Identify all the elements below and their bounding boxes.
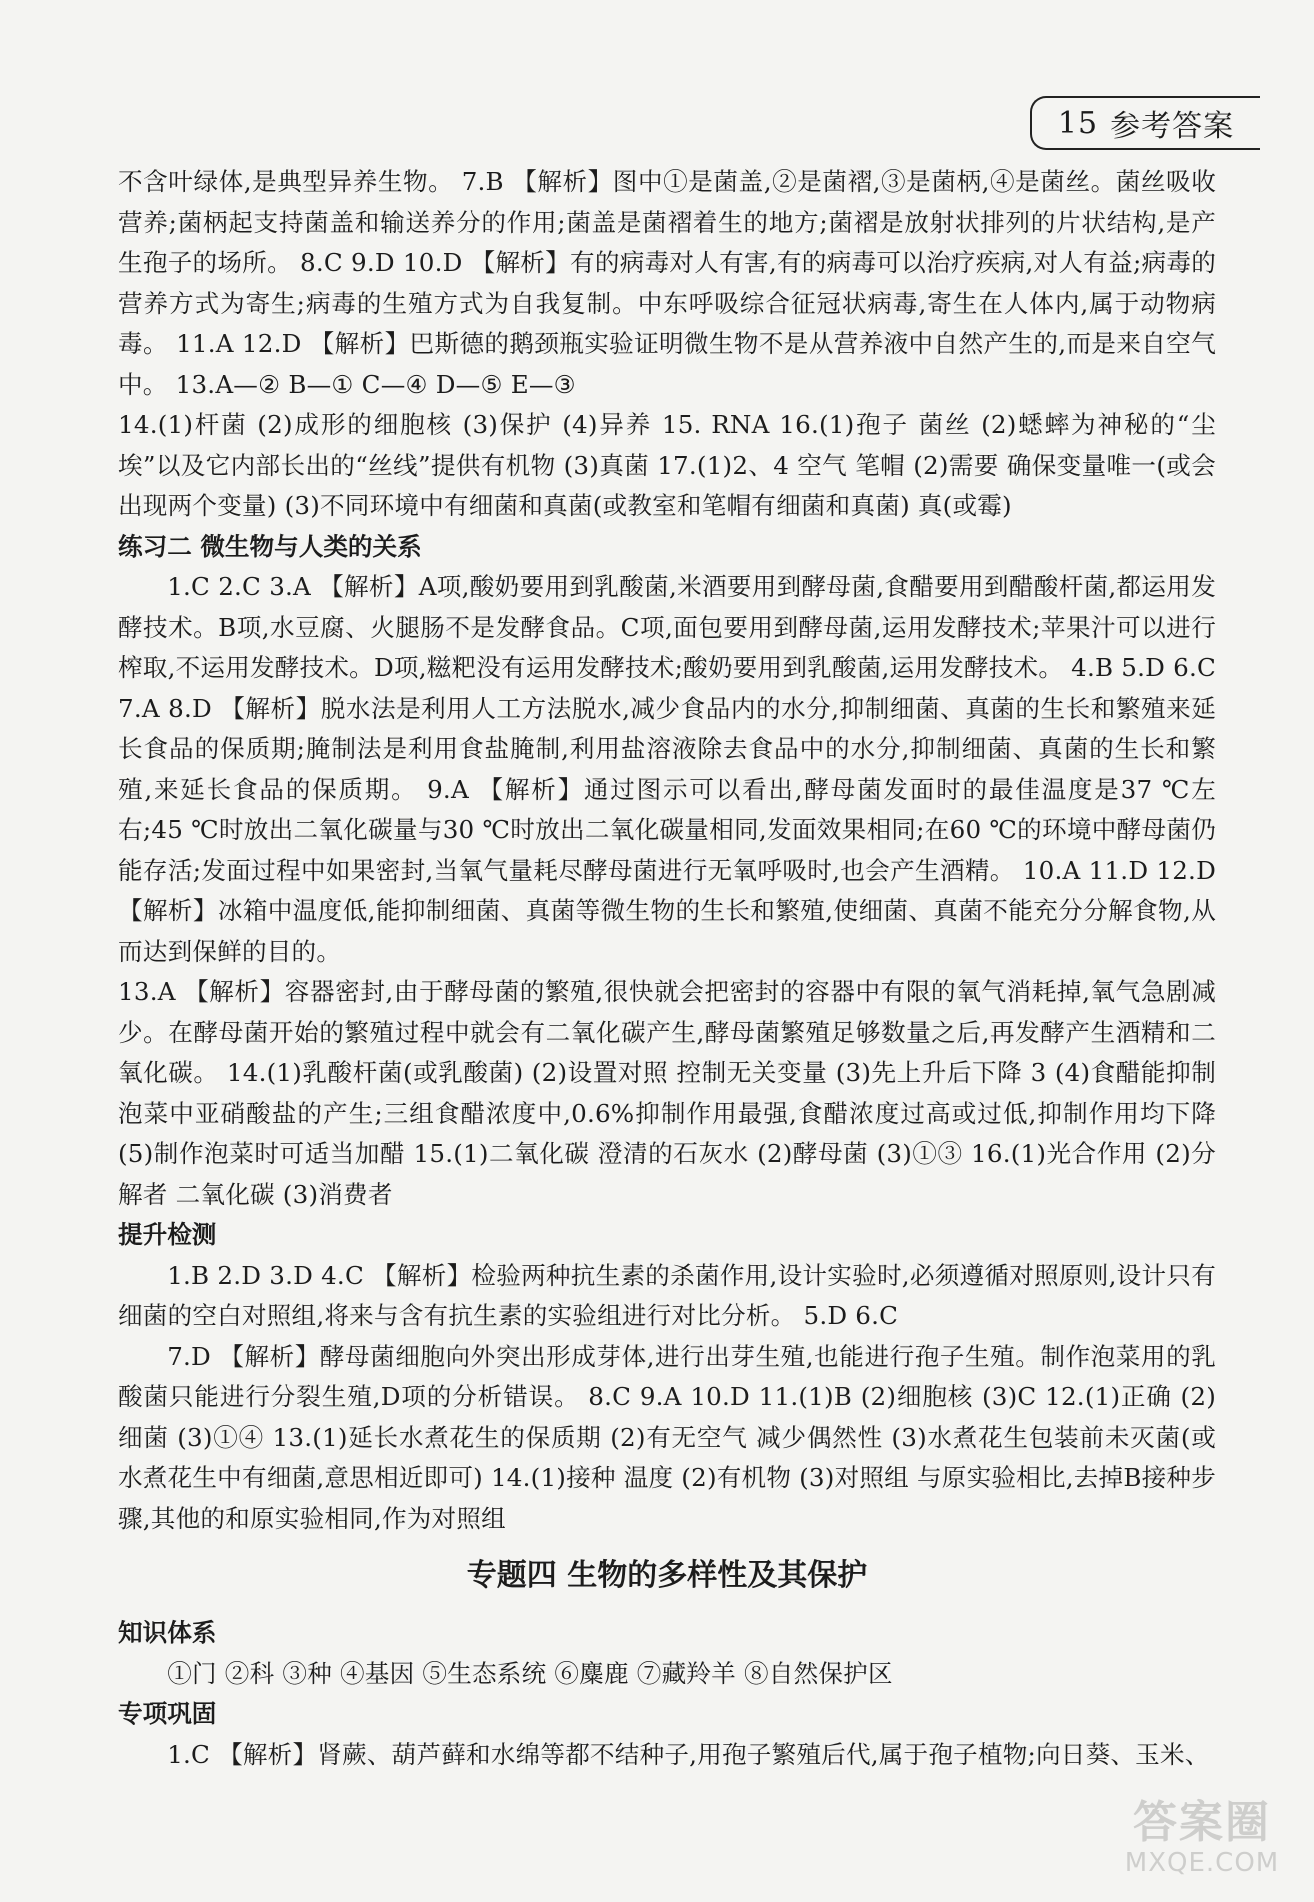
answer-paragraph: 1.C 【解析】肾蕨、葫芦藓和水绵等都不结种子,用孢子繁殖后代,属于孢子植物;向日葵、玉米、 [167,1739,1210,1769]
watermark-logo [1118,1798,1286,1884]
answer-paragraph: 7.D 【解析】酵母菌细胞向外突出形成芽体,进行出芽生殖,也能进行孢子生殖。制作泡菜用的乳酸菌只能进行分裂生殖,D项的分析错误。 8.C 9.A 10.D 11.(1)B (2)细胞核 (3)C 12.(1)正确 (2)细菌 (3)①④ 13.(1)延长水煮花生的保质期 (2)有无空气 减少偶然性 (3)水煮花生包装前未灭菌(或水煮花生中有细菌,意思相近即可) 14.(1)接种 温度 (2)有机物 (3)对照组 与原实验相比,去掉B接种步骤,其他的和原实验相同,作为对照组 [118,1341,1216,1533]
answer-paragraph: ①门 ②科 ③种 ④基因 ⑤生态系统 ⑥麋鹿 ⑦藏羚羊 ⑧自然保护区 [167,1658,893,1688]
header-title: 参考答案 [1110,109,1235,144]
answer-paragraph: 不含叶绿体,是典型异养生物。 7.B 【解析】图中①是菌盖,②是菌褶,③是菌柄,④是菌丝。菌丝吸收营养;菌柄起支持菌盖和输送养分的作用;菌盖是菌褶着生的地方;菌褶是放射状排列的片状结构,是产生孢子的场所。 8.C 9.D 10.D 【解析】有的病毒对人有害,有的病毒可以治疗疾病,对人有益;病毒的营养方式为寄生;病毒的生殖方式为自我复制。中东呼吸综合征冠状病毒,寄生在人体内,属于动物病毒。 11.A 12.D 【解析】巴斯德的鹅颈瓶实验证明微生物不是从营养液中自然产生的,而是来自空气中。 13.A—② B—① C—④ D—⑤ E—③ [118,167,1216,399]
answer-paragraph: 13.A 【解析】容器密封,由于酵母菌的繁殖,很快就会把密封的容器中有限的氧气消耗掉,氧气急剧减少。在酵母菌开始的繁殖过程中就会有二氧化碳产生,酵母菌繁殖足够数量之后,再发酵产生酒精和二氧化碳。 14.(1)乳酸杆菌(或乳酸菌) (2)设置对照 控制无关变量 (3)先上升后下降 3 (4)食醋能抑制泡菜中亚硝酸盐的产生;三组食醋浓度中,0.6%抑制作用最强,食醋浓度过高或过低,抑制作用均下降 (5)制作泡菜时可适当加醋 15.(1)二氧化碳 澄清的石灰水 (2)酵母菌 (3)①③ 16.(1)光合作用 (2)分解者 二氧化碳 (3)消费者 [118,977,1216,1209]
section-heading: 专项巩固 [118,1699,217,1728]
section-heading: 知识体系 [118,1618,217,1647]
topic-title: 专题四 生物的多样性及其保护 [466,1558,868,1593]
page-header [1030,96,1260,150]
section-heading: 练习二 微生物与人类的关系 [118,531,422,561]
answer-paragraph: 1.C 2.C 3.A 【解析】A项,酸奶要用到乳酸菌,米酒要用到酵母菌,食醋要用到醋酸杆菌,都运用发酵技术。B项,水豆腐、火腿肠不是发酵食品。C项,面包要用到酵母菌,运用发酵技术;苹果汁可以进行榨取,不运用发酵技术。D项,糍粑没有运用发酵技术;酸奶要用到乳酸菌,运用发酵技术。 4.B 5.D 6.C 7.A 8.D 【解析】脱水法是利用人工方法脱水,减少食品内的水分,抑制细菌、真菌的生长和繁殖来延长食品的保质期;腌制法是利用食盐腌制,利用盐溶液除去食品中的水分,抑制细菌、真菌的生长和繁殖,来延长食品的保质期。 9.A 【解析】通过图示可以看出,酵母菌发面时的最佳温度是37 ℃左右;45 ℃时放出二氧化碳量与30 ℃时放出二氧化碳量相同,发面效果相同;在60 ℃的环境中酵母菌仍能存活;发面过程中如果密封,当氧气量耗尽酵母菌进行无氧呼吸时,也会产生酒精。 10.A 11.D 12.D 【解析】冰箱中温度低,能抑制细菌、真菌等微生物的生长和繁殖,使细菌、真菌不能充分分解食物,从而达到保鲜的目的。 [118,572,1216,966]
watermark-url: MXQE.COM [1124,1848,1280,1878]
answer-paragraph: 14.(1)杆菌 (2)成形的细胞核 (3)保护 (4)异养 15. RNA 16.(1)孢子 菌丝 (2)蟋蟀为神秘的“尘埃”以及它内部长出的“丝线”提供有机物 (3)真菌 17.(1)2、4 空气 笔帽 (2)需要 确保变量唯一(或会出现两个变量) (3)不同环境中有细菌和真菌(或教室和笔帽有细菌和真菌) 真(或霉) [118,410,1216,520]
answer-content [118,162,1216,1775]
section-heading: 提升检测 [118,1220,217,1249]
watermark-text: 答案圈 [1133,1797,1271,1848]
answer-paragraph: 1.B 2.D 3.D 4.C 【解析】检验两种抗生素的杀菌作用,设计实验时,必须遵循对照原则,设计只有细菌的空白对照组,将来与含有抗生素的实验组进行对比分析。 5.D 6.C [118,1260,1216,1330]
page-number: 15 [1057,105,1099,141]
